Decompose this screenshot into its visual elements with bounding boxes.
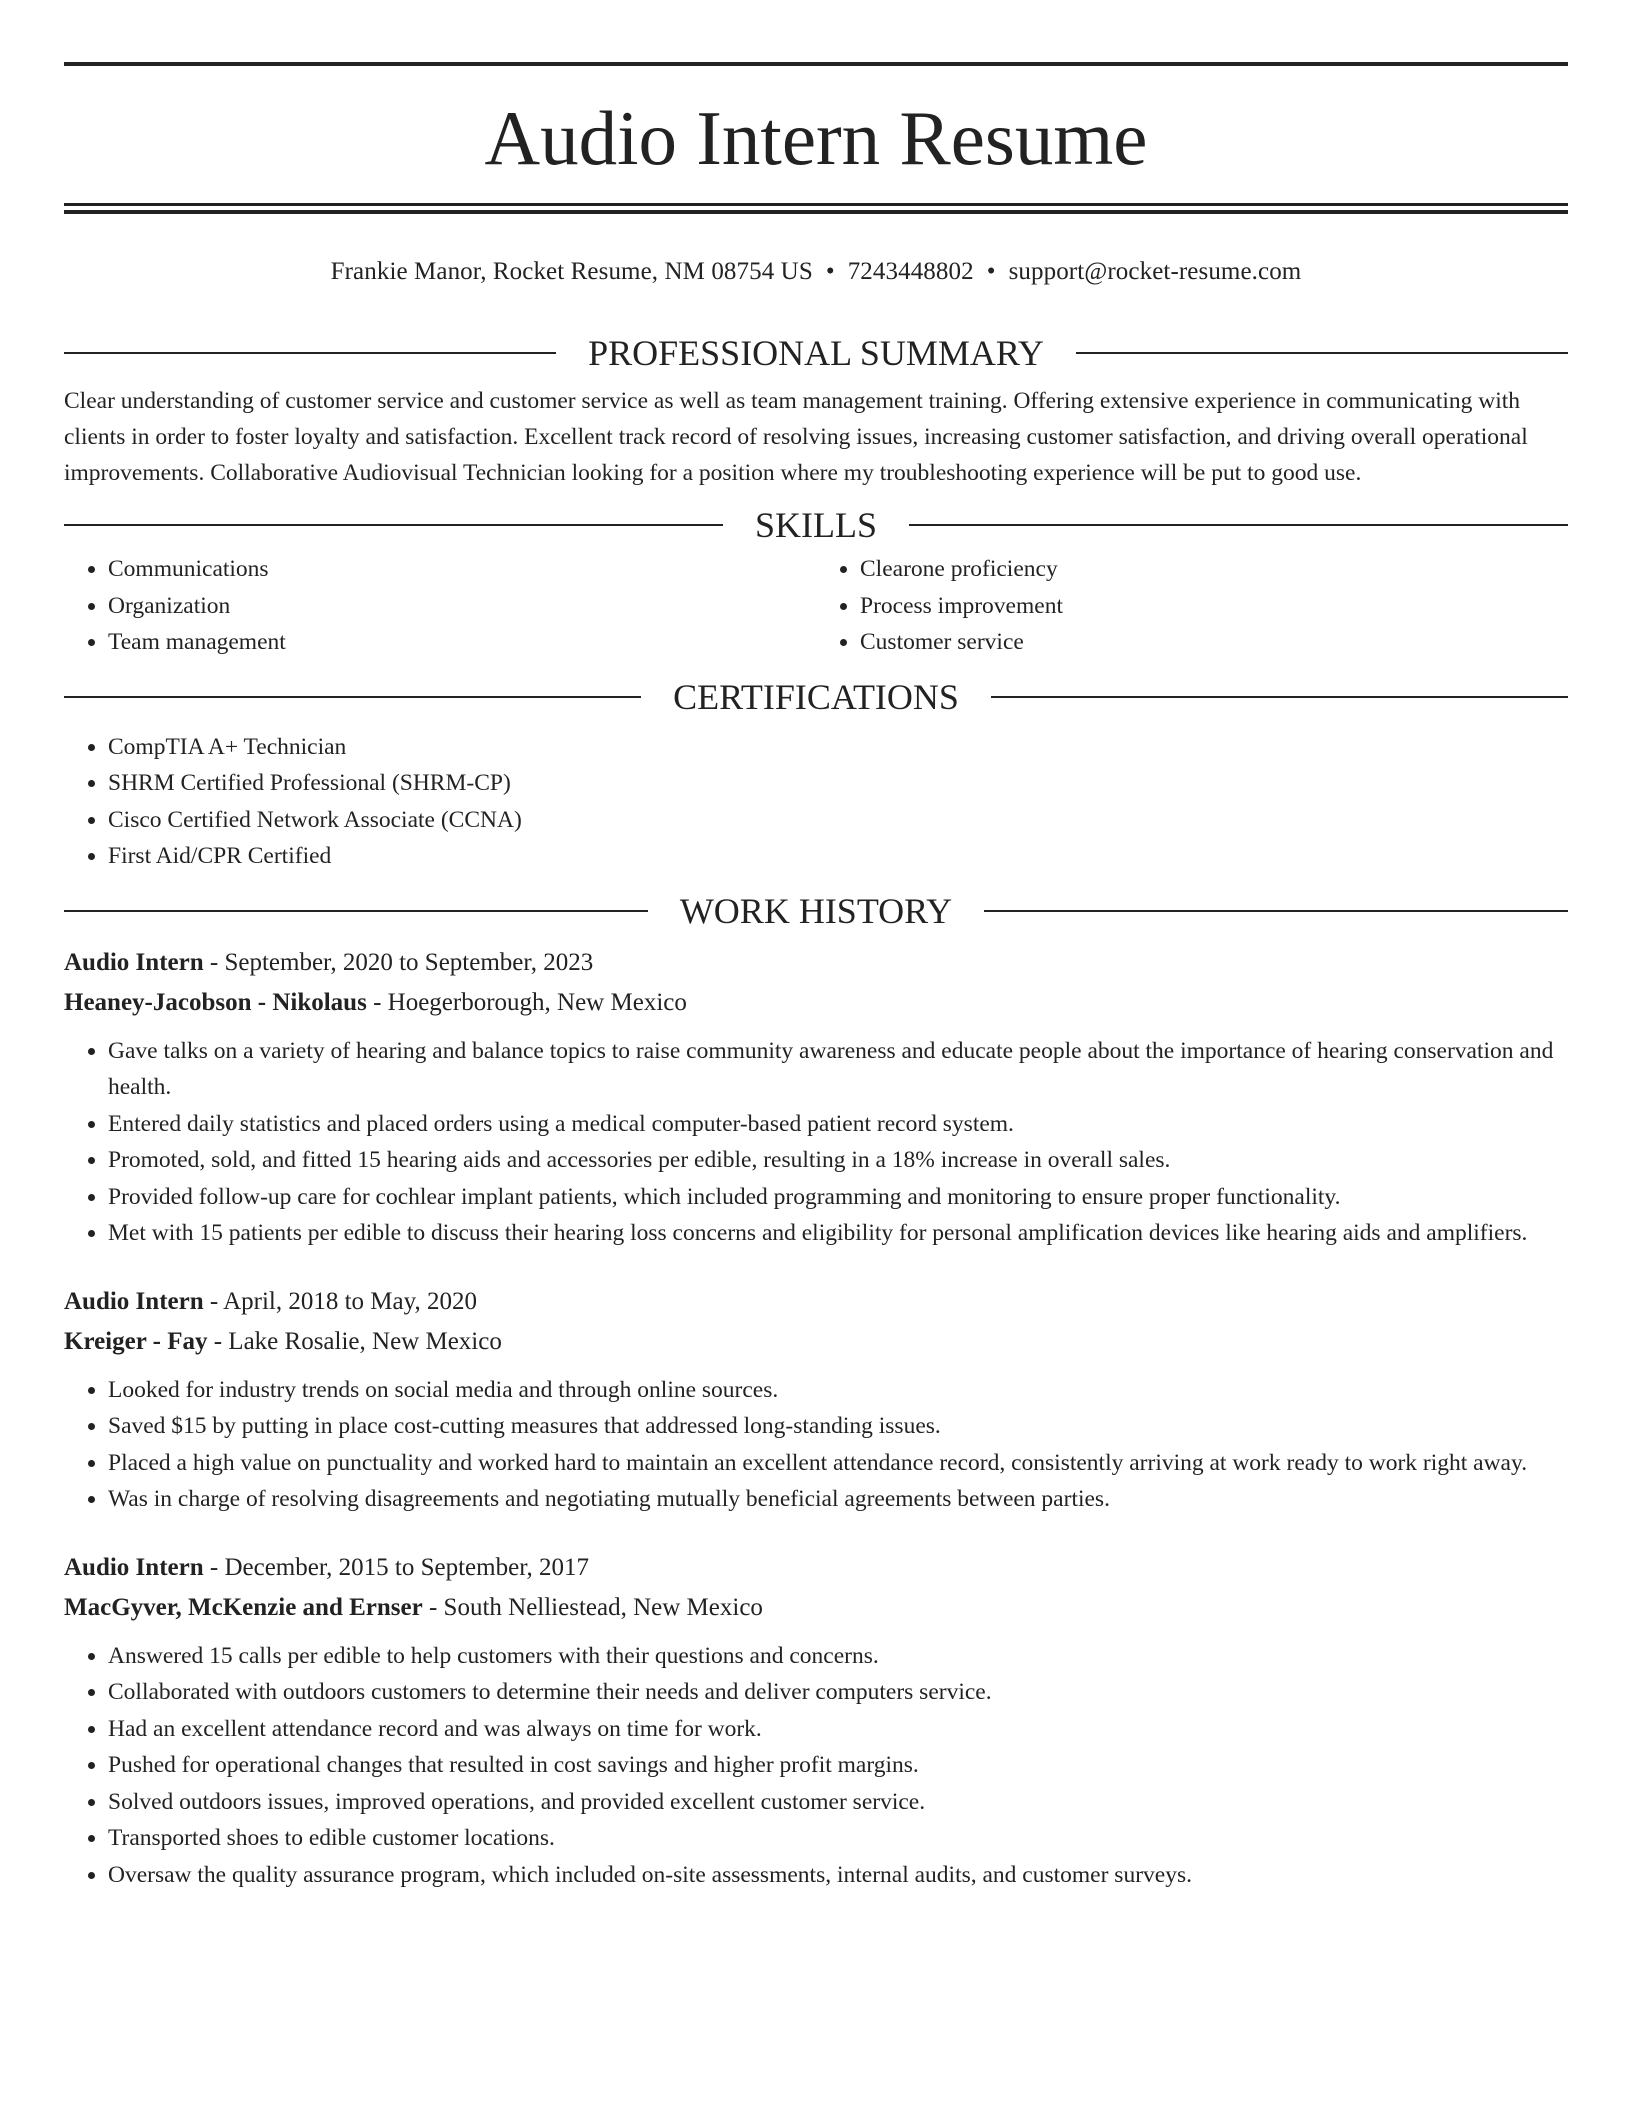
skill-item: • Customer service — [860, 624, 1568, 661]
heading-rule — [64, 524, 723, 526]
certification-item: • CompTIA A+ Technician — [108, 729, 1568, 766]
skills-column-right — [816, 551, 1568, 661]
heading-rule — [64, 696, 641, 698]
job-bullets — [64, 1033, 1568, 1252]
work-entry — [64, 1548, 1568, 1894]
skill-item: • Communications — [108, 551, 816, 588]
heading-rule — [909, 524, 1568, 526]
contact-address: Frankie Manor, Rocket Resume, NM 08754 US — [330, 258, 813, 285]
job-bullet: • Saved $15 by putting in place cost-cutting measures that addressed long-standing issues. — [108, 1408, 1568, 1445]
job-bullet: • Met with 15 patients per edible to discuss their hearing loss concerns and eligibility for personal amplification devices like hearing aids and amplifiers. — [108, 1215, 1568, 1252]
contact-separator: • — [986, 258, 996, 285]
job-bullet: • Pushed for operational changes that resulted in cost savings and higher profit margins. — [108, 1747, 1568, 1784]
job-company: MacGyver, McKenzie and Ernser — [64, 1593, 423, 1621]
job-bullet: • Entered daily statistics and placed orders using a medical computer-based patient record system. — [108, 1106, 1568, 1143]
contact-phone: 7243448802 — [847, 258, 974, 285]
certifications-list — [64, 729, 1568, 875]
contact-separator: • — [825, 258, 835, 285]
heading-rule — [984, 910, 1568, 912]
summary-heading — [64, 333, 1568, 373]
heading-rule — [1076, 352, 1568, 354]
job-role-line — [64, 1282, 1568, 1322]
job-role: Audio Intern — [64, 948, 204, 976]
heading-rule — [991, 696, 1568, 698]
summary-text: Clear understanding of customer service and customer service as well as team management training. Offering extensive experience in communicating with clients in order to foster loyalty and satisfaction. Excellent track record of resolving issues, increasing customer satisfaction, and driving overall operational improvements. Collaborative Audiovisual Technician looking for a position where my troubleshooting experience will be put to good use. — [64, 388, 1528, 486]
job-company: Heaney-Jacobson - Nikolaus — [64, 988, 367, 1016]
job-dates: - April, 2018 to May, 2020 — [203, 1287, 477, 1315]
job-role-line — [64, 1548, 1568, 1588]
job-bullet: • Oversaw the quality assurance program, which included on-site assessments, internal audits, and customer surveys. — [108, 1857, 1568, 1894]
work-entry — [64, 943, 1568, 1252]
job-dates: - December, 2015 to September, 2017 — [203, 1553, 590, 1581]
job-bullet: • Collaborated with outdoors customers to determine their needs and deliver computers service. — [108, 1674, 1568, 1711]
skill-item: • Organization — [108, 588, 816, 625]
job-location: - South Nelliestead, New Mexico — [422, 1593, 763, 1621]
job-company-line — [64, 1588, 1568, 1628]
job-bullet: • Looked for industry trends on social media and through online sources. — [108, 1372, 1568, 1409]
certification-item: • SHRM Certified Professional (SHRM-CP) — [108, 765, 1568, 802]
heading-rule — [64, 352, 556, 354]
job-role: Audio Intern — [64, 1287, 204, 1315]
heading-rule — [64, 910, 648, 912]
skills-heading — [64, 505, 1568, 545]
skill-item: • Clearone proficiency — [860, 551, 1568, 588]
skill-item: • Team management — [108, 624, 816, 661]
skills-heading-label: SKILLS — [755, 505, 878, 545]
job-bullet: • Had an excellent attendance record and was always on time for work. — [108, 1711, 1568, 1748]
work-heading — [64, 891, 1568, 931]
certifications-heading-label: CERTIFICATIONS — [673, 676, 959, 717]
job-company-line — [64, 1322, 1568, 1362]
job-bullet: • Promoted, sold, and fitted 15 hearing aids and accessories per edible, resulting in a 18% increase in overall sales. — [108, 1142, 1568, 1179]
job-bullet: • Solved outdoors issues, improved operations, and provided excellent customer service. — [108, 1784, 1568, 1821]
job-bullet: • Placed a high value on punctuality and worked hard to maintain an excellent attendance record, consistently arriving at work ready to work right away. — [108, 1445, 1568, 1482]
certification-item: • First Aid/CPR Certified — [108, 838, 1568, 875]
work-heading-label: WORK HISTORY — [679, 890, 953, 931]
certification-item: • Cisco Certified Network Associate (CCNA) — [108, 802, 1568, 839]
title-double-rule — [64, 203, 1568, 214]
job-dates: - September, 2020 to September, 2023 — [203, 948, 594, 976]
job-location: - Hoegerborough, New Mexico — [366, 988, 687, 1016]
job-bullets — [64, 1638, 1568, 1894]
job-bullet: • Transported shoes to edible customer locations. — [108, 1820, 1568, 1857]
job-bullets — [64, 1372, 1568, 1518]
summary-heading-label: PROFESSIONAL SUMMARY — [588, 333, 1044, 373]
job-role-line — [64, 943, 1568, 983]
job-bullet: • Was in charge of resolving disagreements and negotiating mutually beneficial agreements between parties. — [108, 1481, 1568, 1518]
job-bullet: • Answered 15 calls per edible to help customers with their questions and concerns. — [108, 1638, 1568, 1675]
contact-line — [64, 255, 1568, 289]
job-bullet: • Gave talks on a variety of hearing and balance topics to raise community awareness and educate people about the importance of hearing conservation and health. — [108, 1033, 1568, 1106]
work-entry — [64, 1282, 1568, 1518]
job-location: - Lake Rosalie, New Mexico — [207, 1327, 502, 1355]
job-company: Kreiger - Fay — [64, 1327, 208, 1355]
job-role: Audio Intern — [64, 1553, 204, 1581]
contact-email: support@rocket-resume.com — [1008, 258, 1302, 285]
skill-item: • Process improvement — [860, 588, 1568, 625]
certifications-heading — [64, 677, 1568, 717]
skills-list — [64, 551, 1568, 661]
skills-column-left — [64, 551, 816, 661]
job-bullet: • Provided follow-up care for cochlear implant patients, which included programming and monitoring to ensure proper functionality. — [108, 1179, 1568, 1216]
page-title: Audio Intern Resume — [484, 95, 1148, 181]
job-company-line — [64, 983, 1568, 1023]
top-rule — [64, 62, 1568, 66]
